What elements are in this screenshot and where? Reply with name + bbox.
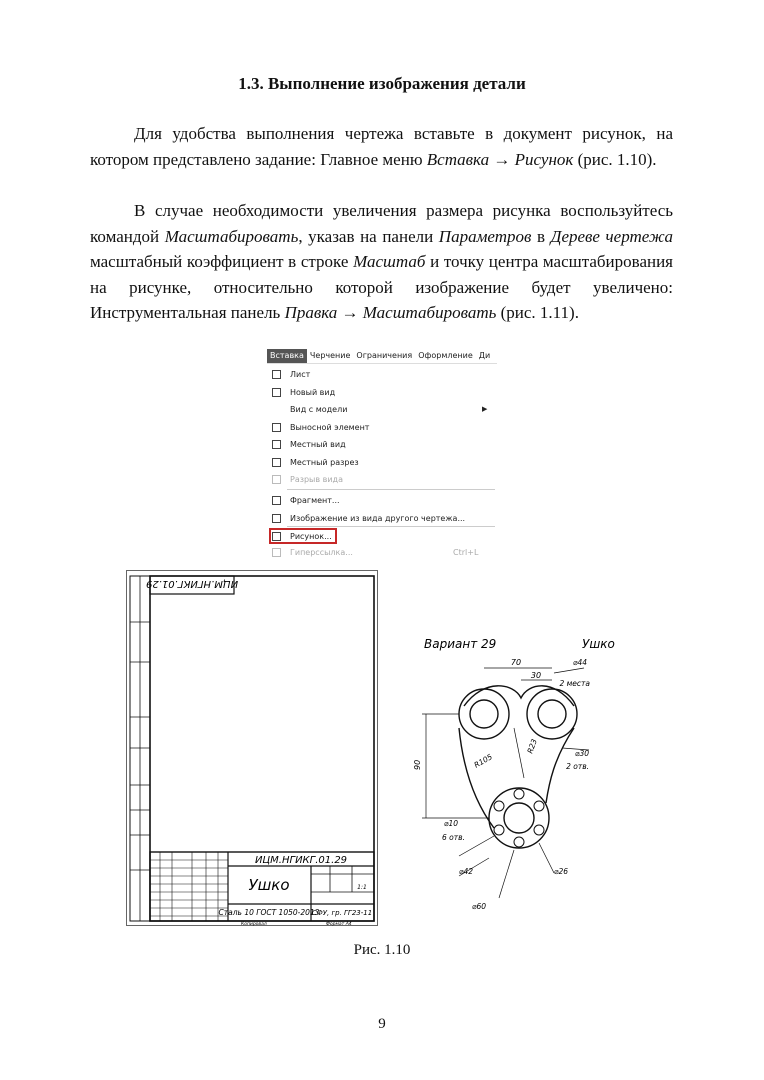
dim-90: 90: [413, 759, 422, 770]
dim-70: 70: [510, 658, 522, 667]
paragraph-1: Для удобства выполнения чертежа вставьте в документ рисунок, на котором представлено задание: Главное меню Вставка → Рисунок (рис. 1.10).: [90, 124, 673, 169]
view-break-icon: [272, 475, 281, 484]
page-number: 9: [378, 1016, 386, 1032]
drawing-sheet-frame: [126, 570, 378, 926]
menu-insert[interactable]: Вставка: [267, 349, 307, 363]
highlight-frame: [269, 528, 337, 544]
dim-d26: ⌀26: [554, 867, 569, 876]
menu-item-local-section[interactable]: Местный разрез: [267, 455, 497, 470]
menu-item-fragment[interactable]: Фрагмент...: [267, 493, 497, 508]
image-from-drawing-icon: [272, 514, 281, 523]
drawing-code: ИЦМ.НГИКГ.01.29: [254, 855, 348, 866]
dim-2-places: 2 места: [559, 679, 590, 688]
rotated-code: ИЦМ.НГИКГ.01.29: [145, 578, 239, 589]
dim-r105: R105: [472, 752, 494, 770]
material-text: Сталь 10 ГОСТ 1050-2013: [218, 908, 320, 917]
dim-d44: ⌀44: [572, 658, 587, 667]
menu-drafting[interactable]: Черчение: [309, 351, 351, 360]
menu-item-image-from-other-drawing[interactable]: Изображение из вида другого чертежа...: [267, 511, 497, 526]
menu-more[interactable]: Ди: [478, 351, 491, 360]
copied-label: Копировал: [241, 922, 267, 927]
menu-design[interactable]: Оформление: [418, 351, 473, 360]
dim-d60: ⌀60: [472, 902, 487, 911]
section-heading: 1.3. Выполнение изображения детали: [238, 74, 526, 93]
sheet-border: [127, 571, 378, 926]
dim-d30: ⌀30: [574, 749, 589, 758]
organization-text: СФУ, гр. ГГ23-11: [311, 909, 373, 917]
menu-constraints[interactable]: Ограничения: [356, 351, 413, 360]
format-label: Формат А4: [326, 922, 352, 927]
menu-item-view-break[interactable]: Разрыв вида: [267, 472, 497, 487]
menu-item-view-from-model[interactable]: Вид с модели ▶: [267, 402, 497, 417]
dim-d42: ⌀42: [459, 867, 474, 876]
menu-item-picture[interactable]: Рисунок...: [267, 529, 497, 544]
figure-caption: Рис. 1.10: [353, 942, 411, 958]
local-view-icon: [272, 440, 281, 449]
bolt-holes: [494, 789, 544, 847]
task-part-name: Ушко: [582, 637, 615, 651]
dim-d10: ⌀10: [444, 819, 459, 828]
fragment-icon: [272, 496, 281, 505]
sheet-icon: [272, 370, 281, 379]
local-section-icon: [272, 458, 281, 467]
menu-item-hyperlink[interactable]: Гиперссылка... Ctrl+L: [267, 545, 497, 560]
insert-menu-screenshot: [267, 349, 497, 561]
task-drawing: [404, 628, 615, 914]
dim-r23: R23: [525, 737, 539, 755]
paragraph-2: В случае необходимости увеличения размера рисунка воспользуйтесь командой Масштабировать, указав на панели Параметров в Дереве чертежа масштабный коэффициент в строке Масштаб и точку центра масштабирования на рисунке, относительно которой изображение будет увеличено: Инструментальная панель Правка → Масштабировать (рис. 1.11).: [90, 201, 673, 322]
submenu-arrow-icon: ▶: [482, 405, 488, 413]
dim-30: 30: [530, 671, 542, 680]
part-name: Ушко: [248, 876, 290, 894]
new-view-icon: [272, 388, 281, 397]
detail-element-icon: [272, 423, 281, 432]
variant-label: Вариант 29: [424, 637, 497, 651]
menu-item-sheet[interactable]: Лист: [267, 367, 497, 382]
dim-2-holes: 2 отв.: [566, 762, 589, 771]
menu-separator: [287, 489, 495, 490]
menu-item-new-view[interactable]: Новый вид: [267, 385, 497, 400]
menu-item-local-view[interactable]: Местный вид: [267, 437, 497, 452]
dim-6-holes: 6 отв.: [442, 833, 465, 842]
hyperlink-icon: [272, 548, 281, 557]
menu-item-detail-element[interactable]: Выносной элемент: [267, 420, 497, 435]
menu-bar: [267, 349, 497, 364]
menu-separator: [287, 526, 495, 527]
scale-value: 1:1: [357, 884, 367, 891]
